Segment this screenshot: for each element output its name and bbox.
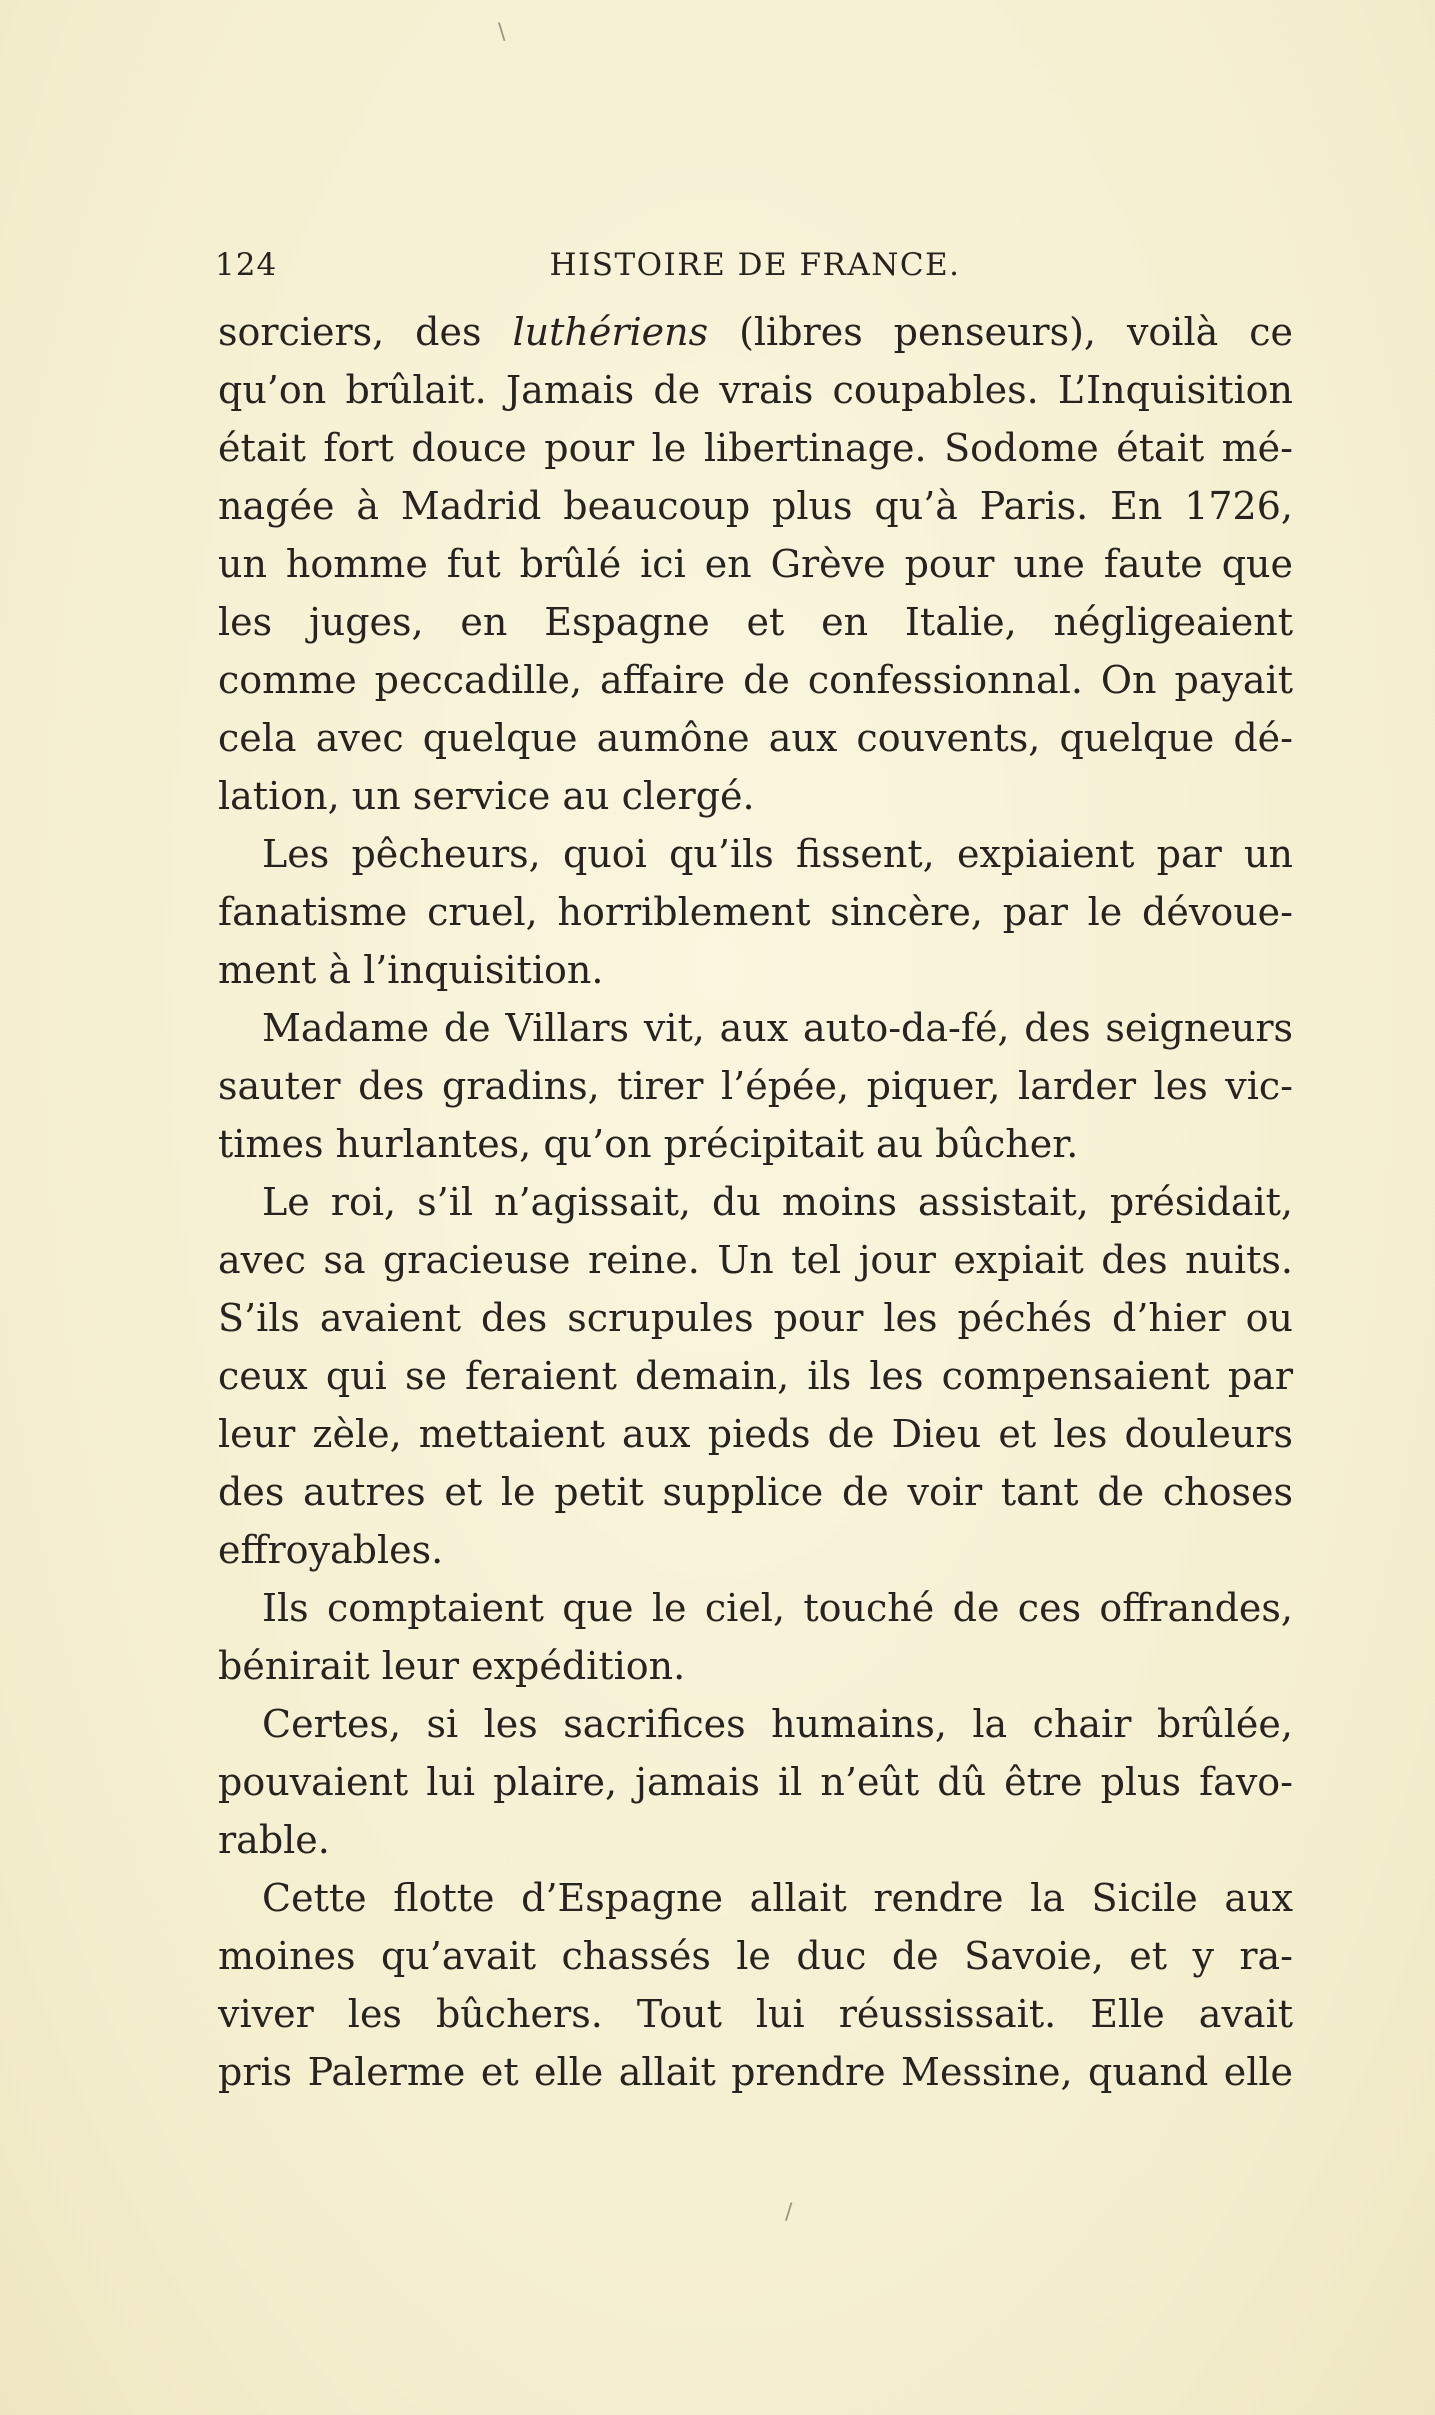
running-title: HISTOIRE DE FRANCE. <box>549 247 961 283</box>
text-line: ment à l’inquisition. <box>218 948 604 992</box>
text-line: times hurlantes, qu’on précipitait au bûcher. <box>218 1122 1079 1166</box>
text-line: moines qu’avait chassés le duc de Savoie, et y ra- <box>218 1934 1293 1978</box>
text-line: Le roi, s’il n’agissait, du moins assistait, présidait, <box>262 1180 1293 1224</box>
text-line: avec sa gracieuse reine. Un tel jour expiait des nuits. <box>218 1238 1293 1282</box>
text-line: pouvaient lui plaire, jamais il n’eût dû être plus favo- <box>218 1760 1293 1804</box>
text-line: cela avec quelque aumône aux couvents, quelque dé- <box>218 716 1293 760</box>
paper-speck: / <box>785 2200 793 2225</box>
page-number: 124 <box>215 247 278 283</box>
text-line: des autres et le petit supplice de voir tant de choses <box>218 1470 1293 1514</box>
text-line: fanatisme cruel, horriblement sincère, par le dévoue- <box>218 890 1293 934</box>
text-line: un homme fut brûlé ici en Grève pour une faute que <box>218 542 1293 586</box>
text-line: pris Palerme et elle allait prendre Messine, quand elle <box>218 2050 1293 2094</box>
text-line: était fort douce pour le libertinage. Sodome était mé- <box>218 426 1293 470</box>
text-line: leur zèle, mettaient aux pieds de Dieu et les douleurs <box>218 1412 1293 1456</box>
italic-term: luthériens <box>512 310 709 354</box>
text-line: S’ils avaient des scrupules pour les péchés d’hier ou <box>218 1296 1293 1340</box>
text-line: effroyables. <box>218 1528 444 1572</box>
text-segment: sorciers, des <box>218 310 513 354</box>
text-line: Les pêcheurs, quoi qu’ils fissent, expiaient par un <box>262 832 1293 876</box>
paper-speck: \ <box>498 20 506 45</box>
text-line: les juges, en Espagne et en Italie, négligeaient <box>218 600 1293 644</box>
body-text <box>218 303 1293 2101</box>
text-line: nagée à Madrid beaucoup plus qu’à Paris. En 1726, <box>218 484 1293 528</box>
text-line: ceux qui se feraient demain, ils les compensaient par <box>218 1354 1293 1398</box>
text-line: sauter des gradins, tirer l’épée, piquer, larder les vic- <box>218 1064 1293 1108</box>
text-segment: (libres penseurs), voilà ce <box>708 310 1293 354</box>
text-line: bénirait leur expédition. <box>218 1644 686 1688</box>
text-line: Ils comptaient que le ciel, touché de ces offrandes, <box>262 1586 1293 1630</box>
text-line: lation, un service au clergé. <box>218 774 755 818</box>
text-line <box>218 303 1293 361</box>
text-line: Cette flotte d’Espagne allait rendre la Sicile aux <box>262 1876 1293 1920</box>
text-line: rable. <box>218 1818 330 1862</box>
text-line: Certes, si les sacrifices humains, la chair brûlée, <box>262 1702 1293 1746</box>
text-line: viver les bûchers. Tout lui réussissait. Elle avait <box>218 1992 1293 2036</box>
text-line: qu’on brûlait. Jamais de vrais coupables. L’Inquisition <box>218 368 1293 412</box>
text-line: Madame de Villars vit, aux auto-da-fé, des seigneurs <box>262 1006 1293 1050</box>
text-line: comme peccadille, affaire de confessionnal. On payait <box>218 658 1293 702</box>
running-head <box>215 240 1295 290</box>
